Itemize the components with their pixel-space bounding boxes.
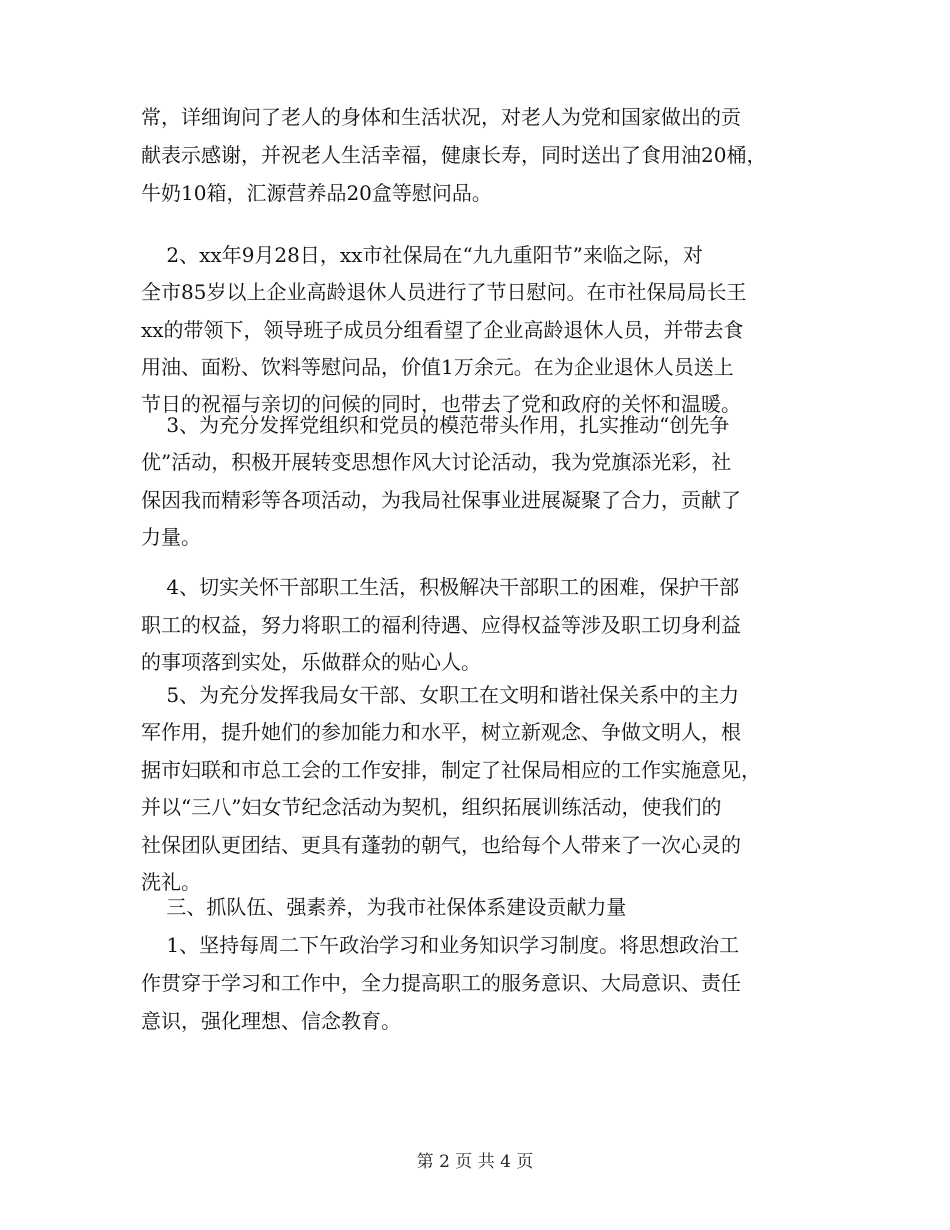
text-line: 社保团队更团结、更具有蓬勃的朝气，也给每个人带来了一次心灵的 <box>141 833 741 857</box>
text-line: 1、坚持每周二下午政治学习和业务知识学习制度。将思想政治工 <box>141 933 740 957</box>
text-line: 保因我而精彩等各项活动，为我局社保事业进展凝聚了合力，贡献了 <box>141 488 741 512</box>
section-heading: 三、抓队伍、强素养，为我市社保体系建设贡献力量 <box>141 895 627 919</box>
text-line: 优”活动，积极开展转变思想作风大讨论活动，我为党旗添光彩，社 <box>141 450 732 474</box>
text-line: 力量。 <box>141 525 201 549</box>
text-line: 用油、面粉、饮料等慰问品，价值1万余元。在为企业退休人员送上 <box>141 355 734 379</box>
text-line: 2、xx年9月28日，xx市社保局在“九九重阳节”来临之际，对 <box>141 243 703 267</box>
text-line: 5、为充分发挥我局女干部、女职工在文明和谐社保关系中的主力 <box>141 683 740 707</box>
text-line: 常，详细询问了老人的身体和生活状况，对老人为党和国家做出的贡 <box>141 105 741 129</box>
text-line: 的事项落到实处，乐做群众的贴心人。 <box>141 650 481 674</box>
text-line: 军作用，提升她们的参加能力和水平，树立新观念、争做文明人，根 <box>141 720 741 744</box>
text-line: 4、切实关怀干部职工生活，积极解决干部职工的困难，保护干部 <box>141 575 740 599</box>
text-line: 3、为充分发挥党组织和党员的模范带头作用，扎实推动“创先争 <box>141 413 730 437</box>
text-line: xx的带领下，领导班子成员分组看望了企业高龄退休人员，并带去食 <box>141 318 744 342</box>
text-line: 洗礼。 <box>141 870 201 894</box>
text-line: 牛奶10箱，汇源营养品20盒等慰问品。 <box>141 181 492 205</box>
text-line: 据市妇联和市总工会的工作安排，制定了社保局相应的工作实施意见， <box>141 758 761 782</box>
text-line: 节日的祝福与亲切的问候的同时，也带去了党和政府的关怀和温暖。 <box>141 392 741 416</box>
text-line: 献表示感谢，并祝老人生活幸福，健康长寿，同时送出了食用油20桶， <box>141 143 767 167</box>
text-line: 作贯穿于学习和工作中，全力提高职工的服务意识、大局意识、责任 <box>141 971 741 995</box>
page-footer: 第 2 页 共 4 页 <box>416 1152 534 1172</box>
text-line: 并以“三八”妇女节纪念活动为契机，组织拓展训练活动，使我们的 <box>141 795 722 819</box>
text-line: 全市85岁以上企业高龄退休人员进行了节日慰问。在市社保局局长王 <box>141 280 747 304</box>
text-line: 职工的权益，努力将职工的福利待遇、应得权益等涉及职工切身利益 <box>141 613 741 637</box>
text-line: 意识，强化理想、信念教育。 <box>141 1009 401 1033</box>
